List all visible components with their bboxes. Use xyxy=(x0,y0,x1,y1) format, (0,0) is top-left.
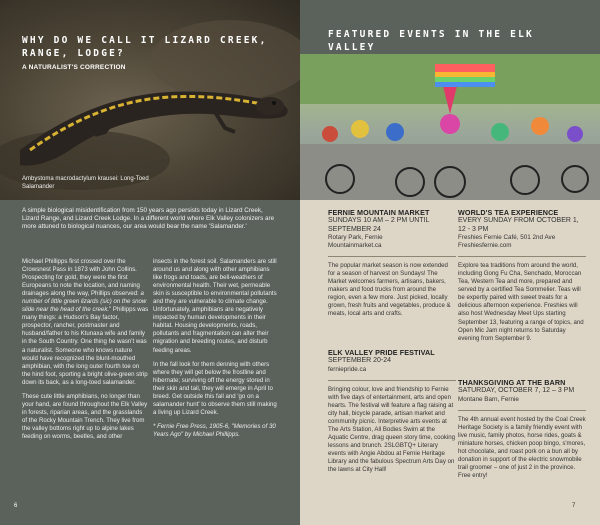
event-worlds-tea-experience xyxy=(458,208,586,343)
paragraph-text: " Phillipps was many things: a Hudson's Bay factor, prospector, rancher, postmaster and husband/father to his Ktunaxa wife and family in the South Country. One thing he wasn't was a naturalist. Someone who knows nature would have recognized the blunt-mouthed amphibian, with the long outer fourth toe on the hind foot, sporting a bright olive-green strip down its back, as a long-toed salamander. xyxy=(22,306,149,386)
article-paragraph: These cute little amphibians, no longer than your hand, are found throughout the Elk Valley in forests, riparian areas, and the grasslands of the Rocky Mountain Trench. They live from the valley bottoms right up to alpine lakes feeding on worms, beetles, and other xyxy=(22,392,148,440)
event-datetime: EVERY SUNDAY FROM OCTOBER 1, 12 - 3 PM xyxy=(458,217,579,233)
divider xyxy=(458,410,586,411)
event-elk-valley-pride-festival xyxy=(328,348,456,474)
salamander-photo xyxy=(0,0,300,200)
event-website-link[interactable]: Freshiesfernie.com xyxy=(458,242,512,250)
pride-parade-photo xyxy=(300,54,600,200)
event-description: The popular market season is now extended for a season of harvest on Sundays! The Market welcomes farmers, artisans, bakers, makers and food trucks from around the region, even a few more. Just picked, locally grown, fresh fruits and vegetables, produce & meats, local arts and crafts. xyxy=(328,262,451,318)
divider xyxy=(458,256,586,257)
article-paragraph: insects in the forest soil. Salamanders are still around us and along with other amphibians like frogs and toads, are bell-weathers of environmental health. Their wet, permeable skin is susceptible to environmental pollutants and they are vulnerable to climate change. Unfortunately, amphibians are negatively impacted by human developments in their habitat. Housing developments, roads, pollutants and fragmentation can alter their migration and breeding routes, and disturb feeding areas. xyxy=(153,258,277,354)
article-column-1 xyxy=(22,258,149,447)
event-description: The 4th annual event hosted by the Coal Creek Heritage Society is a family friendly event with live music, family photos, horse rides, goats & miniature horses, chicken poop bingo, s'mores, hot chocolate, and roast pork on a bun all by donation in support of the electric snowmobile trail groomer – one of just 2 in the province. Free entry! xyxy=(458,415,586,479)
event-location: Montane Barn, Fernie xyxy=(458,395,519,403)
events-header xyxy=(300,0,600,54)
divider xyxy=(328,256,456,257)
event-title: FERNIE MOUNTAIN MARKET xyxy=(328,208,430,217)
divider xyxy=(328,380,456,381)
event-description: Explore tea traditions from around the world, including Gong Fu Cha, Senchado, Moroccan Tea, Western Tea and more, prepared and served by a certified Tea Sommelier. Teas will be expertly paired with sweet treats for a delicious afternoon experience. Freshies will also host Wednesday Meet Ups starting September 13, featuring a range of topics, and Open Mic Jam night returns to Saturday evening from September 9. xyxy=(458,262,584,342)
paragraph-text: Michael Phillipps first crossed over the Crowsnest Pass in 1873 with John Collins. Prospecting for gold, they were the first Europeans to note the location, and naming drainages along the way, Phillips observed: xyxy=(22,258,141,298)
salamander-illustration xyxy=(0,0,300,200)
parade-illustration xyxy=(300,54,600,200)
event-website-link[interactable]: Mountainmarket.ca xyxy=(328,242,382,250)
event-title: WORLD'S TEA EXPERIENCE xyxy=(458,208,559,217)
page-number-right: 7 xyxy=(572,503,576,509)
quote-text: a number of little green lizards (sic) on the snow slide near the head of the creek. xyxy=(22,290,147,314)
event-title: THANKSGIVING AT THE BARN xyxy=(458,378,566,387)
article-subtitle: A NATURALIST'S CORRECTION xyxy=(22,64,126,71)
event-fernie-mountain-market xyxy=(328,208,456,319)
event-datetime: SATURDAY, OCTOBER 7, 12 – 3 PM xyxy=(458,387,575,394)
article-paragraph xyxy=(22,258,149,387)
event-datetime: SUNDAYS 10 AM – 2 PM UNTIL SEPTEMBER 24 xyxy=(328,217,430,233)
right-page xyxy=(300,0,600,525)
event-thanksgiving-at-the-barn xyxy=(458,378,586,480)
event-location: Freshies Fernie Café, 501 2nd Ave xyxy=(458,234,556,242)
event-location: Rotary Park, Fernie xyxy=(328,234,383,242)
events-title: FEATURED EVENTS IN THE ELK VALLEY xyxy=(328,29,534,53)
event-title: ELK VALLEY PRIDE FESTIVAL xyxy=(328,348,435,357)
page-number-left: 6 xyxy=(14,503,18,509)
event-datetime: SEPTEMBER 20-24 xyxy=(328,357,392,364)
photo-caption: Ambystoma macrodactylum krausei: Long-Toed Salamander xyxy=(22,176,149,190)
article-column-2 xyxy=(153,258,280,445)
event-description: Bringing colour, love and friendship to Fernie with five days of entertainment, arts and open hearts. The festival will feature a flag raising at city hall, bicycle parade, artisan market and community picnic. Interpretive arts events at The Arts Station, All Bodies Swim at the Aquatic Centre, drag queen story time, cooking lessons and brunch. 2SLGBTQ+ Literary events with Angie Abdou at Fernie Heritage Library and the fabulous Spectrum Arts Day on the lawns at City Hall! xyxy=(328,385,456,474)
article-title: WHY DO WE CALL IT LIZARD CREEK, RANGE, LODGE? xyxy=(22,35,268,59)
event-website-link[interactable]: ferniepride.ca xyxy=(328,365,367,373)
footnote-text: * Fernie Free Press, 1905-6, "Memories of 30 Years Ago" by Michael Phillipps. xyxy=(153,422,276,438)
article-intro: A simple biological misidentification from 150 years ago persists today in Lizard Creek, Lizard Range, and Lizard Creek Lodge. In a different world where Elk Valley colonizers are more attuned to biological nuances, our area would bear the name 'Salamander.' xyxy=(22,207,275,231)
footnote xyxy=(153,423,280,439)
article-paragraph: In the fall look for them denning with others where they will get below the frostline and hibernate; surviving off the energy stored in their skin and tail, they will emerge in April to breed. Get outside this fall and 'go on a salamander hunt' to observe them still making a living up Lizard Creek. xyxy=(153,360,277,416)
